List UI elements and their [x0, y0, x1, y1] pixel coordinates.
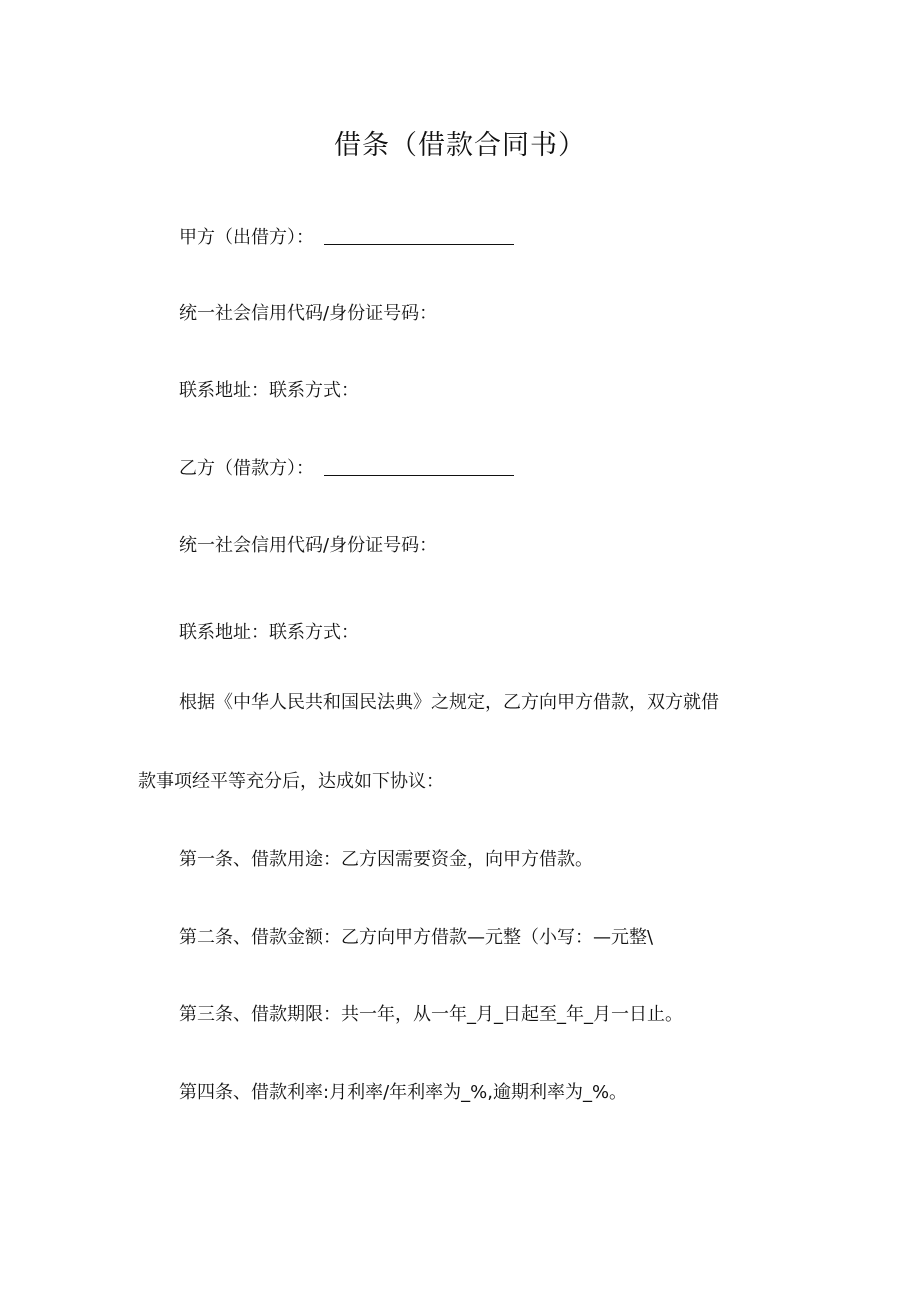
party-a-id-label: 统一社会信用代码/身份证号码：	[179, 303, 438, 324]
party-a-name-blank	[324, 226, 514, 245]
article-1: 第一条、借款用途：乙方因需要资金，向甲方借款。	[179, 849, 593, 870]
article-3: 第三条、借款期限：共一年，从一年_月_日起至_年_月一日止。	[179, 1004, 683, 1025]
document-title: 借条（借款合同书）	[334, 130, 586, 161]
party-b-name-blank	[324, 457, 514, 476]
party-b-label: 乙方（借款方）：	[179, 458, 314, 479]
article-4: 第四条、借款利率:月利率/年利率为_%,逾期利率为_%。	[179, 1082, 628, 1103]
party-b-row	[179, 455, 514, 483]
preamble-line-1: 根据《中华人民共和国民法典》之规定，乙方向甲方借款，双方就借	[179, 692, 719, 713]
party-b-id-label: 统一社会信用代码/身份证号码：	[179, 535, 438, 556]
party-b-contact-label: 联系地址：联系方式：	[179, 622, 359, 643]
party-a-contact-label: 联系地址：联系方式：	[179, 380, 359, 401]
preamble-line-2: 款事项经平等充分后，达成如下协议：	[138, 771, 444, 792]
article-2: 第二条、借款金额：乙方向甲方借款—元整（小写：—元整\	[179, 927, 654, 948]
party-a-label: 甲方（出借方）：	[179, 227, 314, 248]
party-a-row	[179, 224, 514, 252]
